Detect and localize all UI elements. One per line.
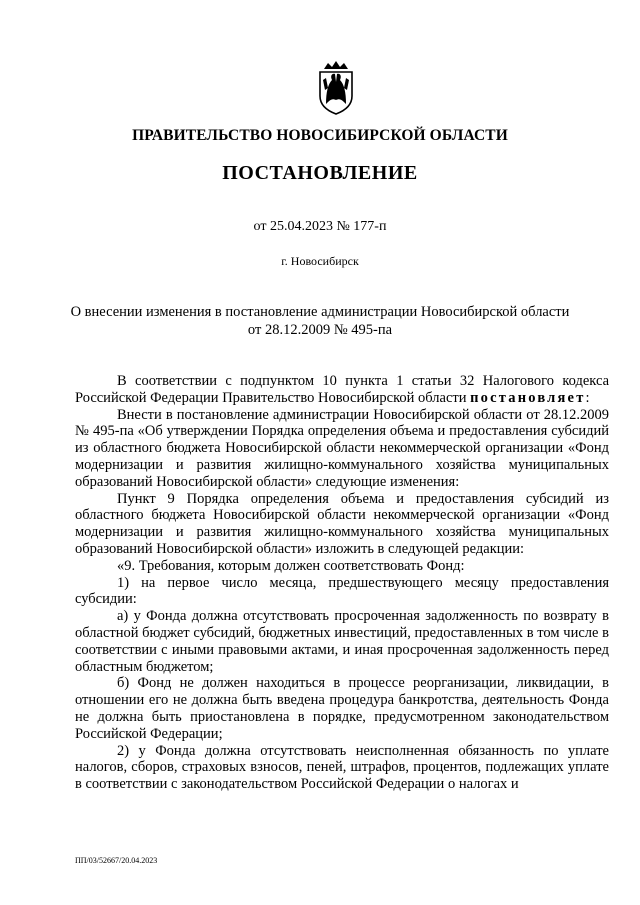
- paragraph-requirements: «9. Требования, которым должен соответствовать Фонд:: [117, 557, 465, 574]
- intro-paragraph: [75, 373, 609, 407]
- resolves-word: постановляет: [470, 389, 586, 406]
- paragraph-item-2: 2) у Фонда должна отсутствовать неисполненная обязанность по уплате налогов, сборов, страховых взносов, пеней, штрафов, процентов, подлежащих уплате в соответствии с законодательством Российской Федерации о налогах и: [75, 742, 609, 793]
- footer-document-code: ПП/03/52667/20.04.2023: [75, 856, 158, 865]
- coat-of-arms-emblem: [316, 60, 356, 116]
- paragraph-item-1: 1) на первое число месяца, предшествующего месяцу предоставления субсидии:: [75, 574, 609, 608]
- document-type-title: ПОСТАНОВЛЕНИЕ: [222, 162, 418, 184]
- subject-line-1: О внесении изменения в постановление администрации Новосибирской области: [70, 304, 570, 320]
- intro-text: В соответствии с подпунктом 10 пункта 1 статьи 32 Налогового кодекса Российской Федерации Правительство Новосибирской области: [75, 373, 609, 406]
- document-subject: [0, 303, 640, 339]
- paragraph-item-1a: а) у Фонда должна отсутствовать просроченная задолженность по возврату в областной бюджет субсидий, бюджетных инвестиций, предоставленных в том числе в соответствии с иными правовыми актами, и иная просроченная задолженность перед областным бюджетом;: [75, 608, 609, 675]
- paragraph-point-9: Пункт 9 Порядка определения объема и предоставления субсидий из областного бюджета Новосибирской области некоммерческой организации «Фонд модернизации и развития жилищно-коммунального хозяйства муниципальных образований Новосибирской области» изложить в следующей редакции:: [75, 490, 609, 557]
- subject-line-2: от 28.12.2009 № 495-па: [247, 322, 393, 338]
- document-city: г. Новосибирск: [281, 254, 359, 268]
- organization-title: ПРАВИТЕЛЬСТВО НОВОСИБИРСКОЙ ОБЛАСТИ: [132, 127, 508, 144]
- paragraph-item-1b: б) Фонд не должен находиться в процессе реорганизации, ликвидации, в отношении его не должна быть введена процедура банкротства, деятельность Фонда не должна быть приостановлена в порядке, предусмотренном законодательством Российской Федерации;: [75, 675, 609, 742]
- document-date-number: от 25.04.2023 № 177-п: [253, 219, 387, 234]
- paragraph-amend-intro: Внести в постановление администрации Новосибирской области от 28.12.2009 № 495-па «Об утверждении Порядка определения объема и предоставления субсидий из областного бюджета Новосибирской области некоммерческой организации «Фонд модернизации и развития жилищно-коммунального хозяйства муниципальных образований Новосибирской области» следующие изменения:: [75, 406, 609, 490]
- resolves-colon: :: [585, 389, 590, 406]
- document-body: [75, 373, 609, 793]
